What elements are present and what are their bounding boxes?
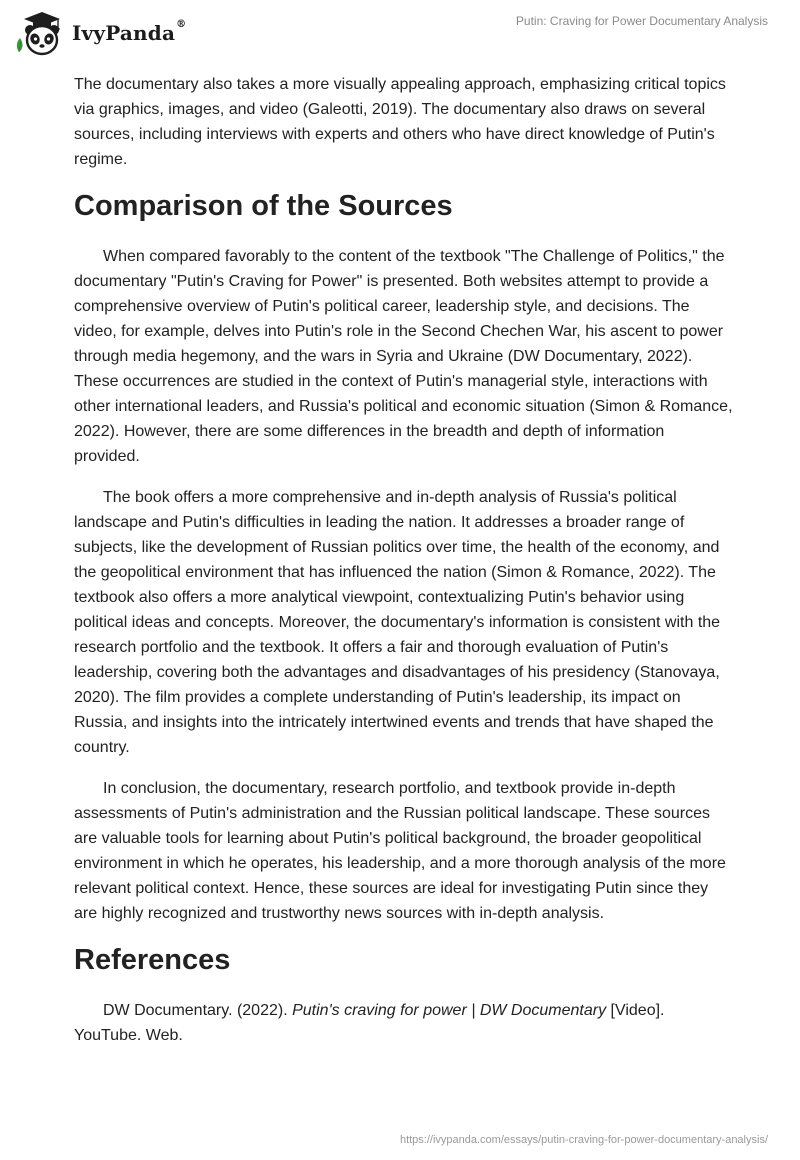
intro-paragraph: The documentary also takes a more visually appealing approach, emphasizing critical topics via graphics, images, and video (Galeotti, 2019). The documentary also draws on several sources, including interviews with experts and others who have direct knowledge of Putin's regime.: [74, 76, 726, 168]
brand-name: IvyPanda: [72, 21, 176, 45]
reference-entry: [74, 998, 734, 1048]
comparison-paragraph-3: In conclusion, the documentary, research portfolio, and textbook provide in-depth assessments of Putin's administration and the Russian political landscape. These sources are valuable tools for learning about Putin's political background, the broader geopolitical environment in which he operates, his leadership, and a more thorough analysis of the more relevant political context. Hence, these sources are ideal for investigating Putin since they are highly recognized and trustworthy news sources with in-depth analysis.: [74, 780, 726, 922]
ivypanda-logo[interactable]: [14, 8, 186, 58]
registered-mark: ®: [176, 19, 187, 30]
comparison-paragraph-1: When compared favorably to the content of the textbook "The Challenge of Politics," the documentary "Putin's Craving for Power" is presented. Both websites attempt to provide a comprehensive overview of Putin's political career, leadership style, and decisions. The video, for example, delves into Putin's role in the Second Chechen War, his ascent to power through media hegemony, and the wars in Syria and Ukraine (DW Documentary, 2022). These occurrences are studied in the context of Putin's managerial style, interactions with other international leaders, and Russia's political and economic situation (Simon & Romance, 2022). However, there are some differences in the breadth and depth of information provided.: [74, 248, 733, 465]
footer-url[interactable]: https://ivypanda.com/essays/putin-craving-for-power-documentary-analysis/: [399, 1134, 768, 1146]
reference-title: Putin's craving for power | DW Documentary: [292, 1002, 607, 1019]
page-header: [0, 0, 800, 64]
comparison-heading: Comparison of the Sources: [74, 190, 453, 222]
logo-wordmark: [72, 21, 186, 45]
document-title: Putin: Craving for Power Documentary Analysis: [515, 14, 768, 28]
references-heading: References: [74, 944, 231, 976]
comparison-paragraph-2: The book offers a more comprehensive and in-depth analysis of Russia's political landscape and Putin's difficulties in leading the nation. It addresses a broader range of subjects, like the development of Russian politics over time, the health of the economy, and the geopolitical environment that has influenced the nation (Simon & Romance, 2022). The textbook also offers a more analytical viewpoint, contextualizing Putin's behavior using political ideas and concepts. Moreover, the documentary's information is consistent with the research portfolio and the textbook. It offers a fair and thorough evaluation of Putin's leadership, covering both the advantages and disadvantages of his presidency (Stanovaya, 2020). The film provides a complete understanding of Putin's leadership, its impact on Russia, and insights into the intricately intertwined events and trends that have shaped the country.: [74, 489, 721, 756]
reference-source: [Video]. YouTube. Web.: [74, 1002, 665, 1044]
panda-graduate-icon: [14, 8, 66, 58]
essay-body: [74, 72, 734, 1064]
reference-author-year: DW Documentary. (2022).: [103, 1002, 293, 1019]
